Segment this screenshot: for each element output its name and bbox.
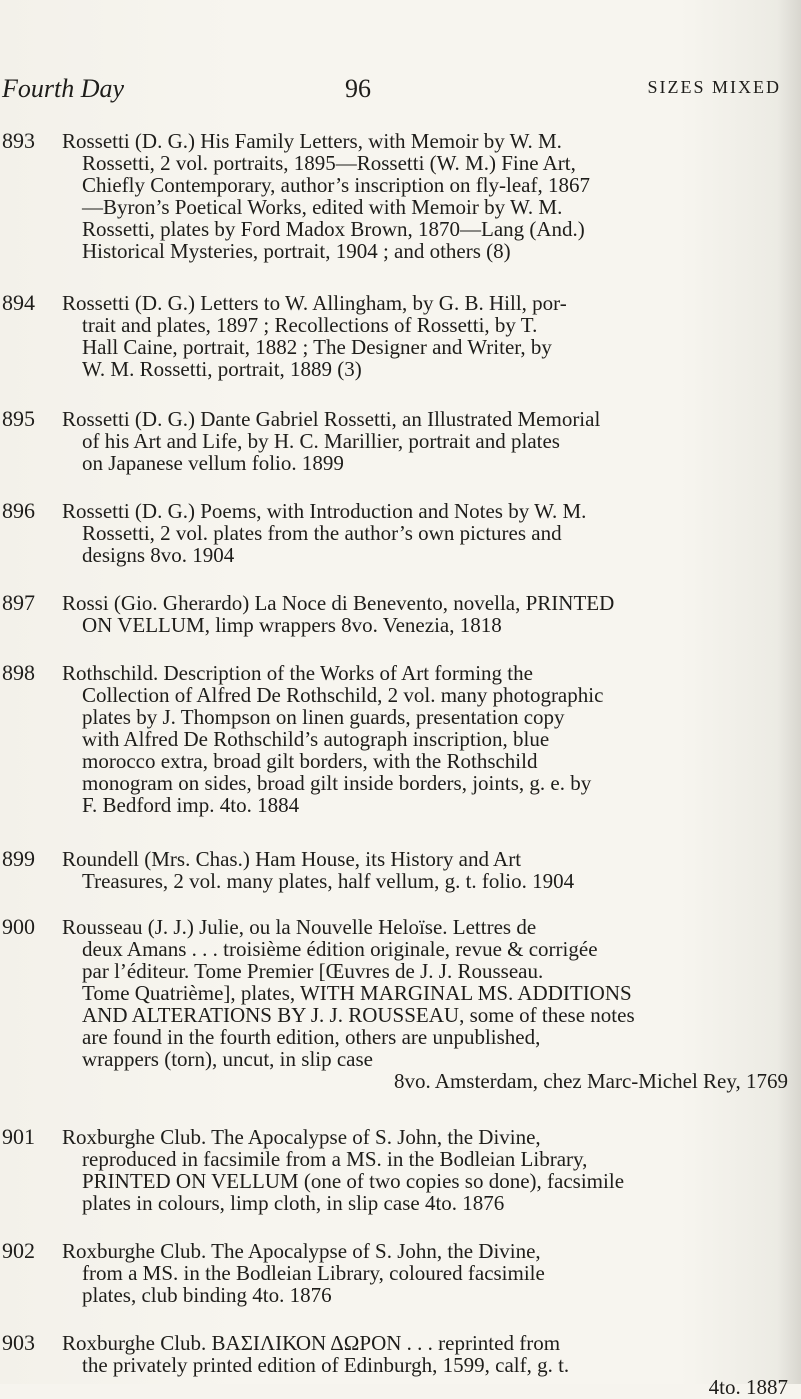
- entry-line: Rossetti, 2 vol. portraits, 1895—Rossetti (W. M.) Fine Art,: [82, 151, 576, 175]
- entry-line: Rossetti, plates by Ford Madox Brown, 1870—Lang (And.): [82, 217, 585, 241]
- entry-line: 8vo. Amsterdam, chez Marc-Michel Rey, 1769: [393, 1069, 788, 1093]
- entry-line: plates by J. Thompson on linen guards, presentation copy: [82, 705, 565, 729]
- entry-line: Rossetti (D. G.) Letters to W. Allingham, by G. B. Hill, por-: [62, 291, 567, 315]
- entry-text: [62, 592, 788, 636]
- entry-text: [62, 916, 788, 1092]
- entry-line: Rossetti (D. G.) Poems, with Introduction and Notes by W. M.: [62, 499, 587, 523]
- entry-line: wrappers (torn), uncut, in slip case: [82, 1047, 373, 1071]
- entry-text: [62, 1332, 788, 1398]
- entry-text: [62, 408, 788, 474]
- entry-line: designs 8vo. 1904: [82, 543, 235, 567]
- header-day-label: Fourth Day: [2, 74, 125, 103]
- lot-number: 901: [2, 1124, 35, 1149]
- lot-number: 896: [2, 498, 35, 523]
- lot-number: 902: [2, 1238, 35, 1263]
- page-number: 96: [345, 74, 371, 103]
- entry-line: deux Amans . . . troisième édition originale, revue & corrigée: [82, 937, 598, 961]
- entry-line: trait and plates, 1897 ; Recollections of Rossetti, by T.: [82, 313, 538, 337]
- entry-line: Chiefly Contemporary, author’s inscription on fly-leaf, 1867: [82, 173, 590, 197]
- lot-number: 897: [2, 590, 35, 615]
- entry-text: [62, 292, 788, 380]
- lot-number: 903: [2, 1330, 35, 1355]
- entry-line: on Japanese vellum folio. 1899: [82, 451, 344, 475]
- entry-line: Rossetti, 2 vol. plates from the author’s own pictures and: [82, 521, 562, 545]
- entry-line: W. M. Rossetti, portrait, 1889 (3): [82, 357, 362, 381]
- entry-line: Roxburghe Club. The Apocalypse of S. John, the Divine,: [62, 1239, 541, 1263]
- entry-line: with Alfred De Rothschild’s autograph inscription, blue: [82, 727, 550, 751]
- entry-line: Roxburghe Club. ΒΑΣΙΛΙΚΟΝ ΔΩΡΟΝ . . . reprinted from: [62, 1331, 561, 1355]
- lot-number: 900: [2, 914, 35, 939]
- entry-line: Rossetti (D. G.) His Family Letters, with Memoir by W. M.: [62, 129, 562, 153]
- entry-line: Rossi (Gio. Gherardo) La Noce di Benevento, novella, PRINTED: [62, 591, 615, 615]
- entry-line: Rothschild. Description of the Works of Art forming the: [62, 661, 533, 685]
- entry-line: morocco extra, broad gilt borders, with the Rothschild: [82, 749, 538, 773]
- entry-line: Roundell (Mrs. Chas.) Ham House, its History and Art: [62, 847, 522, 871]
- entry-line: ON VELLUM, limp wrappers 8vo. Venezia, 1818: [82, 613, 502, 637]
- lot-number: 898: [2, 660, 35, 685]
- entry-line: monogram on sides, broad gilt inside borders, joints, g. e. by: [82, 771, 592, 795]
- entry-line: 4to. 1887: [708, 1375, 788, 1399]
- entry-line: from a MS. in the Bodleian Library, coloured facsimile: [82, 1261, 545, 1285]
- header-sizes-label: SIZES MIXED: [647, 77, 781, 97]
- entry-line: Collection of Alfred De Rothschild, 2 vol. many photographic: [82, 683, 604, 707]
- entry-text: [62, 662, 788, 816]
- entry-line: are found in the fourth edition, others are unpublished,: [82, 1025, 541, 1049]
- entry-line: plates in colours, limp cloth, in slip case 4to. 1876: [82, 1191, 505, 1215]
- entry-text: [62, 130, 788, 262]
- entry-text: [62, 1126, 788, 1214]
- entry-line: of his Art and Life, by H. C. Marillier, portrait and plates: [82, 429, 560, 453]
- entry-line: Treasures, 2 vol. many plates, half vellum, g. t. folio. 1904: [82, 869, 575, 893]
- entry-line: Rossetti (D. G.) Dante Gabriel Rossetti, an Illustrated Memorial: [62, 407, 601, 431]
- entry-text: [62, 1240, 788, 1306]
- entry-line: par l’éditeur. Tome Premier [Œuvres de J. J. Rousseau.: [82, 959, 544, 983]
- page-header: [0, 74, 801, 114]
- entry-line: Rousseau (J. J.) Julie, ou la Nouvelle Heloïse. Lettres de: [62, 915, 537, 939]
- entry-line: —Byron’s Poetical Works, edited with Memoir by W. M.: [82, 195, 563, 219]
- entry-line: the privately printed edition of Edinburgh, 1599, calf, g. t.: [82, 1353, 570, 1377]
- entry-line: Roxburghe Club. The Apocalypse of S. John, the Divine,: [62, 1125, 541, 1149]
- entry-line: AND ALTERATIONS BY J. J. ROUSSEAU, some of these notes: [82, 1003, 635, 1027]
- entry-text: [62, 500, 788, 566]
- lot-number: 894: [2, 290, 35, 315]
- entry-line: PRINTED ON VELLUM (one of two copies so done), facsimile: [82, 1169, 625, 1193]
- lot-number: 893: [2, 128, 35, 153]
- entry-line: Tome Quatrième], plates, WITH MARGINAL MS. ADDITIONS: [82, 981, 632, 1005]
- entry-line: Historical Mysteries, portrait, 1904 ; and others (8): [82, 239, 511, 263]
- entry-line: F. Bedford imp. 4to. 1884: [82, 793, 300, 817]
- lot-number: 899: [2, 846, 35, 871]
- lot-number: 895: [2, 406, 35, 431]
- entry-line: plates, club binding 4to. 1876: [82, 1283, 332, 1307]
- entry-line: Hall Caine, portrait, 1882 ; The Designer and Writer, by: [82, 335, 552, 359]
- entry-text: [62, 848, 788, 892]
- entry-line: reproduced in facsimile from a MS. in the Bodleian Library,: [82, 1147, 588, 1171]
